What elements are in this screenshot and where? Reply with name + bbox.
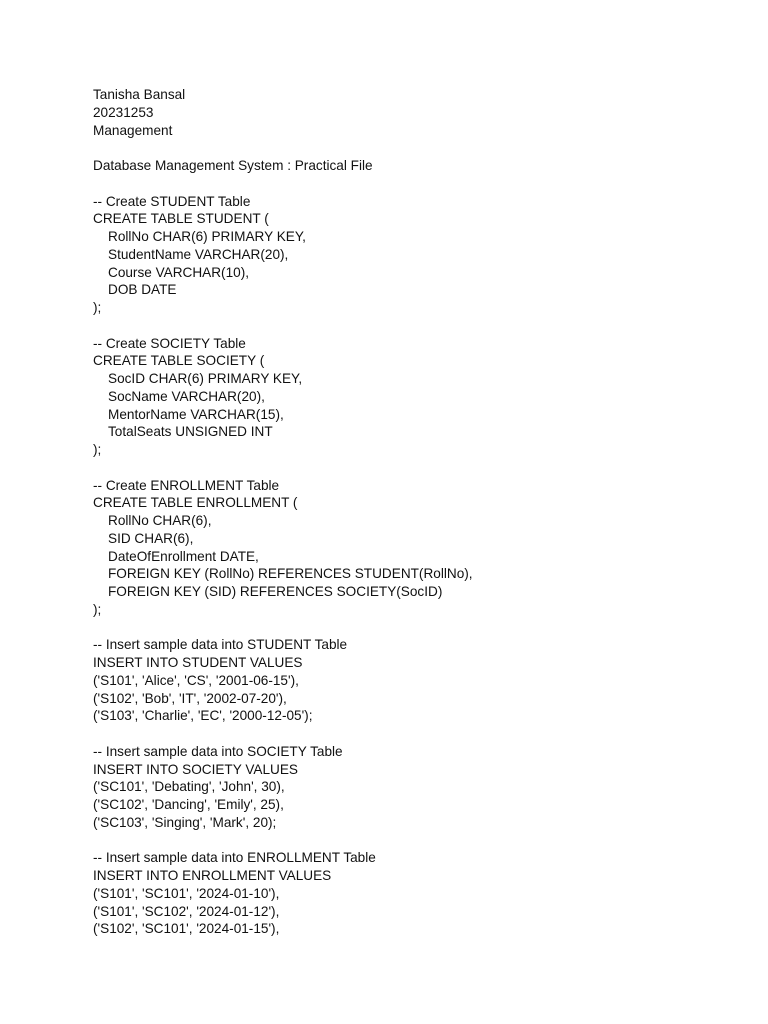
document-body: [93, 86, 733, 938]
sql-column-definition-line: DOB DATE: [108, 282, 177, 298]
sql-statement-line: );: [93, 601, 102, 617]
sql-statement-line: ('S101', 'SC102', '2024-01-12'),: [93, 903, 280, 919]
sql-statement-line: ('S102', 'Bob', 'IT', '2002-07-20'),: [93, 690, 287, 706]
sql-statement-line: INSERT INTO STUDENT VALUES: [93, 655, 303, 670]
sql-statement-line: ('S103', 'Charlie', 'EC', '2000-12-05');: [93, 708, 313, 724]
sql-column-definition-line: StudentName VARCHAR(20),: [108, 246, 289, 262]
blank-line: [93, 317, 733, 335]
sql-comment-line: -- Create SOCIETY Table: [93, 335, 246, 351]
header-line: 20231253: [93, 104, 154, 120]
sql-statement-line: ('SC101', 'Debating', 'John', 30),: [93, 779, 285, 795]
header-line: Tanisha Bansal: [93, 87, 186, 102]
sql-statement-line: CREATE TABLE SOCIETY (: [93, 353, 265, 369]
sql-statement-line: INSERT INTO SOCIETY VALUES: [93, 761, 298, 777]
blank-line: [93, 139, 733, 157]
sql-statement-line: ('SC103', 'Singing', 'Mark', 20);: [93, 814, 277, 830]
sql-column-definition-line: RollNo CHAR(6),: [108, 513, 212, 528]
blank-line: [93, 175, 733, 193]
sql-statement-line: ('S102', 'SC101', '2024-01-15'),: [93, 921, 280, 937]
sql-column-definition-line: RollNo CHAR(6) PRIMARY KEY,: [108, 229, 306, 244]
sql-statement-line: ('S101', 'SC101', '2024-01-10'),: [93, 885, 280, 901]
sql-statement-line: );: [93, 300, 102, 315]
blank-line: [93, 832, 733, 850]
blank-line: [93, 725, 733, 743]
sql-column-definition-line: MentorName VARCHAR(15),: [108, 406, 284, 422]
sql-comment-line: -- Insert sample data into SOCIETY Table: [93, 743, 343, 759]
sql-statement-line: CREATE TABLE STUDENT (: [93, 211, 269, 227]
sql-comment-line: -- Insert sample data into STUDENT Table: [93, 637, 348, 653]
sql-column-definition-line: SocName VARCHAR(20),: [108, 388, 265, 404]
sql-column-definition-line: TotalSeats UNSIGNED INT: [108, 424, 273, 440]
sql-comment-line: -- Insert sample data into ENROLLMENT Table: [93, 850, 376, 866]
sql-statement-line: ('SC102', 'Dancing', 'Emily', 25),: [93, 797, 284, 812]
sql-column-definition-line: SocID CHAR(6) PRIMARY KEY,: [108, 371, 303, 386]
sql-statement-line: );: [93, 442, 102, 457]
blank-line: [93, 459, 733, 477]
sql-column-definition-line: FOREIGN KEY (SID) REFERENCES SOCIETY(SocID): [108, 584, 443, 599]
header-line: Management: [93, 122, 173, 138]
sql-statement-line: INSERT INTO ENROLLMENT VALUES: [93, 868, 332, 883]
sql-comment-line: -- Create STUDENT Table: [93, 193, 251, 209]
sql-column-definition-line: SID CHAR(6),: [108, 530, 194, 546]
header-line: Database Management System : Practical File: [93, 158, 373, 173]
sql-comment-line: -- Create ENROLLMENT Table: [93, 477, 280, 493]
sql-statement-line: CREATE TABLE ENROLLMENT (: [93, 495, 298, 511]
sql-column-definition-line: Course VARCHAR(10),: [108, 264, 250, 280]
sql-column-definition-line: FOREIGN KEY (RollNo) REFERENCES STUDENT(RollNo),: [108, 566, 473, 582]
sql-column-definition-line: DateOfEnrollment DATE,: [108, 548, 259, 564]
blank-line: [93, 619, 733, 637]
sql-statement-line: ('S101', 'Alice', 'CS', '2001-06-15'),: [93, 672, 299, 688]
